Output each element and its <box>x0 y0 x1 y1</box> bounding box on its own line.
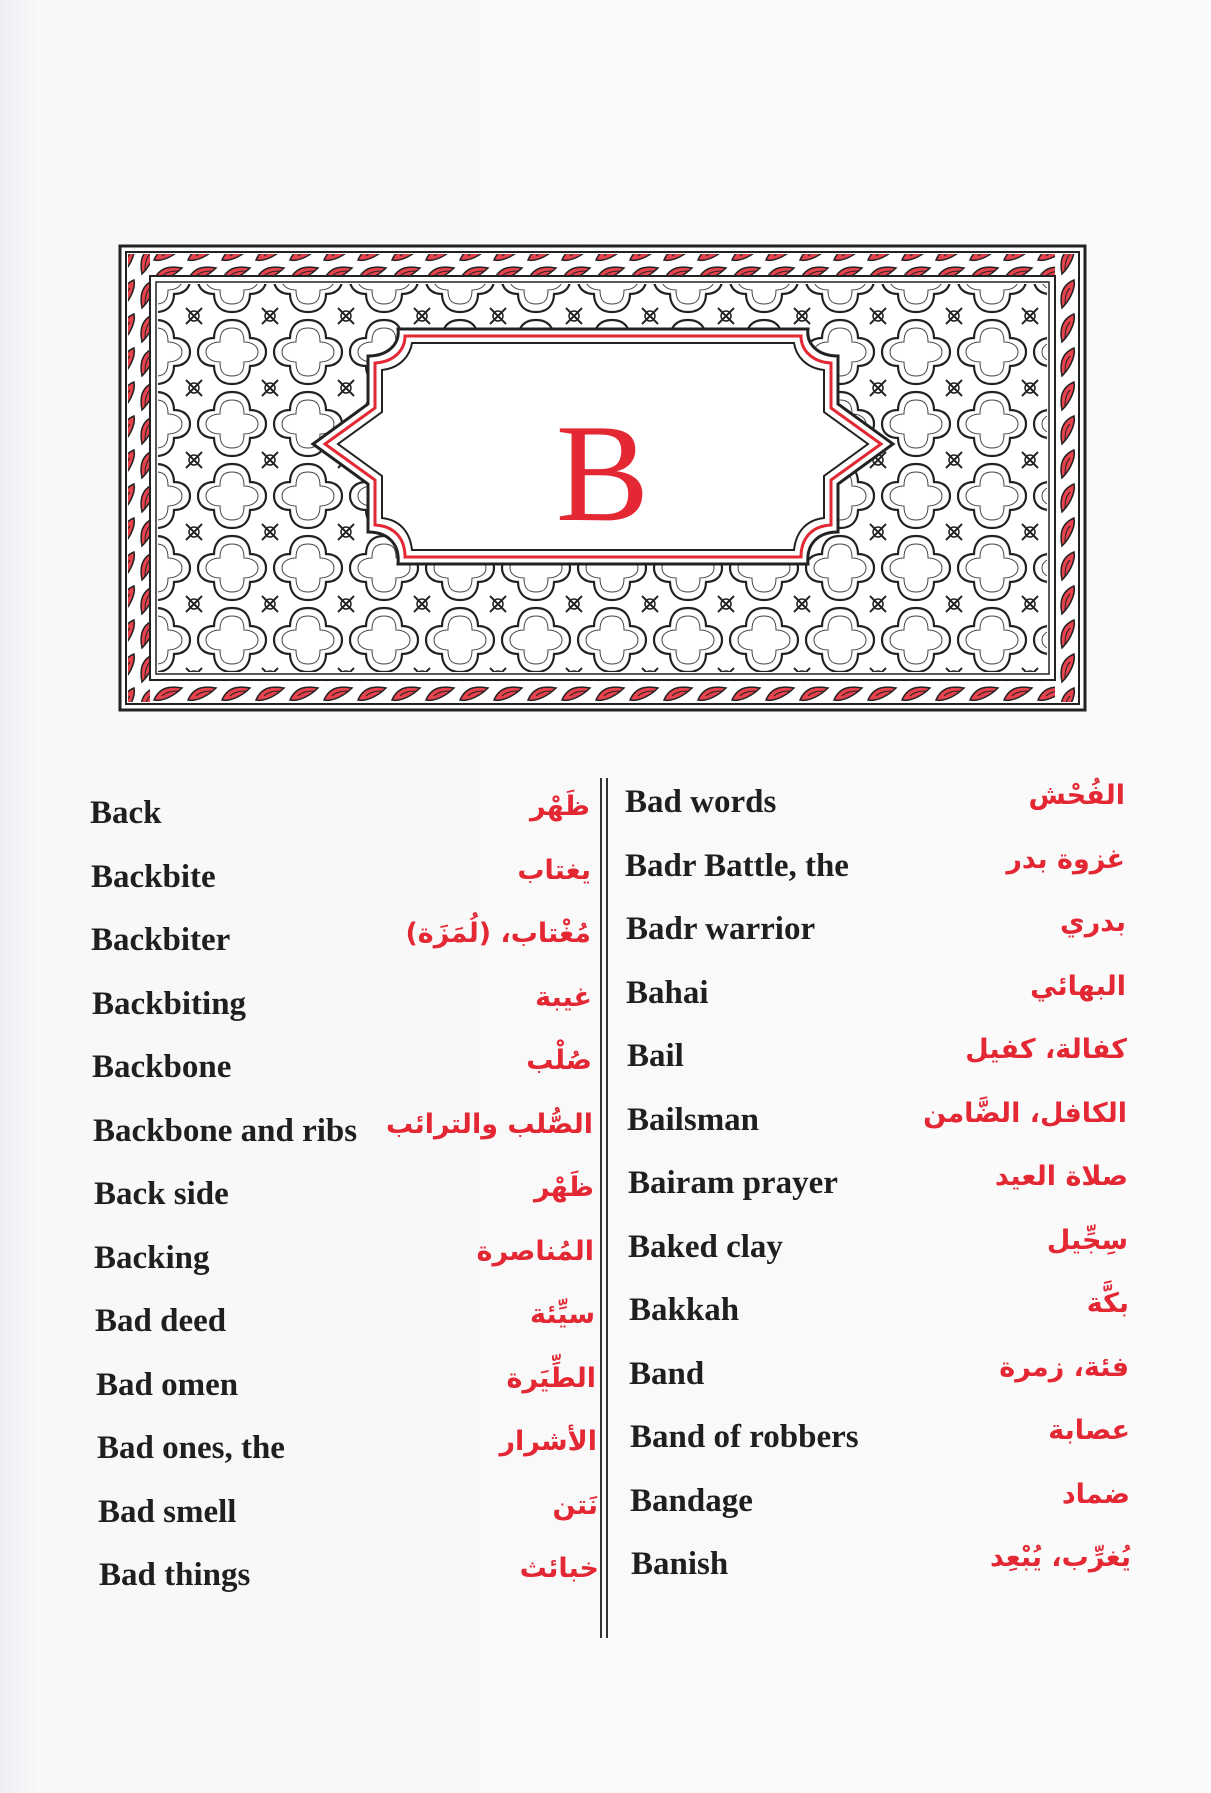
arabic-term: صلاة العيد <box>994 1161 1128 1192</box>
entry <box>629 1344 1129 1408</box>
arabic-term: سِجِّيل <box>1046 1224 1128 1256</box>
english-term: Bahai <box>626 974 709 1011</box>
arabic-term: غزوة بدر <box>1006 843 1125 875</box>
arabic-term: بكَّة <box>1086 1288 1129 1319</box>
english-term: Badr warrior <box>626 911 816 947</box>
arabic-term: يُغرِّب، يُبْعِد <box>990 1542 1131 1573</box>
arabic-term: ضماد <box>1061 1478 1130 1510</box>
arabic-term: البهائي <box>1030 970 1126 1002</box>
left-column <box>90 783 599 1609</box>
entry <box>93 1101 593 1165</box>
entry <box>91 847 591 911</box>
entry <box>95 1291 595 1355</box>
right-column <box>625 772 1131 1598</box>
english-term: Baked clay <box>628 1228 783 1265</box>
arabic-term: خبائث <box>519 1553 599 1584</box>
arabic-term: ظَهْر <box>529 791 590 822</box>
entry <box>92 1037 592 1101</box>
english-term: Bailsman <box>627 1101 760 1138</box>
entry <box>90 783 590 847</box>
english-term: Band of robbers <box>630 1419 859 1455</box>
english-term: Back side <box>94 1176 229 1212</box>
entry <box>630 1407 1130 1471</box>
entry <box>625 772 1125 836</box>
arabic-term: الأشرار <box>499 1426 597 1457</box>
column-divider <box>600 778 608 1638</box>
english-term: Bairam prayer <box>628 1165 838 1201</box>
entry <box>91 910 591 974</box>
english-term: Bad deed <box>95 1303 227 1339</box>
arabic-term: الفُحْش <box>1028 780 1125 811</box>
english-term: Bail <box>627 1038 684 1074</box>
arabic-term: فئة، زمرة <box>999 1351 1129 1383</box>
arabic-term: يغتاب <box>517 854 591 886</box>
arabic-term: الكافل، الضَّامن <box>923 1097 1127 1129</box>
entry <box>97 1418 597 1482</box>
section-letter: B <box>555 396 650 551</box>
entry <box>631 1534 1131 1598</box>
arabic-term: الصُّلب والترائب <box>386 1108 593 1140</box>
arabic-term: الطِّيَرة <box>506 1362 596 1394</box>
entry <box>92 974 592 1038</box>
english-term: Backbone <box>92 1049 232 1085</box>
english-term: Backing <box>94 1239 210 1276</box>
english-term: Bad things <box>99 1557 251 1593</box>
english-term: Back <box>90 795 162 831</box>
entry <box>629 1280 1129 1344</box>
entry <box>627 1026 1127 1090</box>
arabic-term: ظَهْر <box>533 1172 594 1203</box>
english-term: Bad ones, the <box>97 1430 285 1466</box>
entry <box>628 1217 1128 1281</box>
english-term: Badr Battle, the <box>625 847 849 884</box>
english-term: Backbiter <box>91 922 231 958</box>
english-term: Bad words <box>625 784 777 820</box>
english-term: Backbite <box>91 858 216 895</box>
english-term: Band <box>629 1355 705 1392</box>
english-term: Backbiting <box>92 985 247 1022</box>
arabic-term: نَتن <box>552 1489 598 1521</box>
english-term: Bad smell <box>98 1493 237 1530</box>
english-term: Bad omen <box>96 1366 239 1403</box>
entry <box>630 1471 1130 1535</box>
english-term: Banish <box>631 1546 729 1582</box>
entry <box>626 899 1126 963</box>
arabic-term: صُلْب <box>526 1045 592 1076</box>
entry <box>625 836 1125 900</box>
entry <box>627 1090 1127 1154</box>
entry <box>628 1153 1128 1217</box>
entry <box>96 1355 596 1419</box>
english-term: Bandage <box>630 1482 753 1519</box>
arabic-term: مُغْتاب، (لُمَزَة) <box>405 918 591 949</box>
arabic-term: المُناصرة <box>476 1235 594 1267</box>
entry <box>94 1228 594 1292</box>
entry <box>626 963 1126 1027</box>
entry <box>99 1545 599 1609</box>
arabic-term: عصابة <box>1048 1415 1130 1446</box>
ornamental-frame <box>118 244 1087 712</box>
english-term: Backbone and ribs <box>93 1112 358 1149</box>
english-term: Bakkah <box>629 1292 740 1328</box>
arabic-term: سيِّئة <box>530 1299 595 1330</box>
entry <box>94 1164 594 1228</box>
arabic-term: بدري <box>1059 907 1126 938</box>
arabic-term: غيبة <box>535 981 592 1013</box>
arabic-term: كفالة، كفيل <box>965 1034 1127 1065</box>
entry <box>98 1482 598 1546</box>
